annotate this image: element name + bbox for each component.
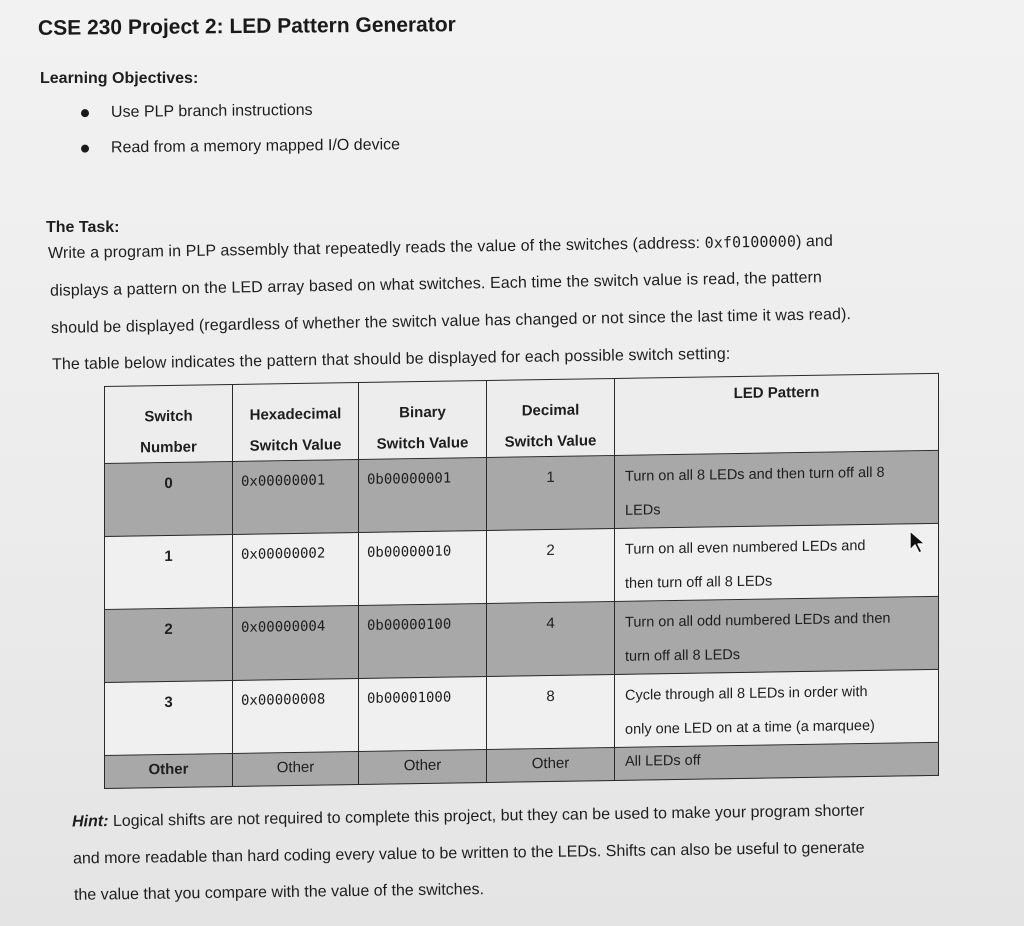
led-pattern-table bbox=[104, 373, 938, 789]
binary-value-cell: Other bbox=[403, 756, 442, 775]
header-led-pattern: LED Pattern bbox=[615, 373, 939, 455]
hint-label: Hint: bbox=[71, 813, 109, 831]
hint-line-3: the value that you compare with the value of the switches. bbox=[73, 881, 485, 904]
decimal-value-cell: 4 bbox=[546, 614, 555, 633]
hex-value-cell: 0x00000002 bbox=[241, 545, 326, 563]
hint-text: Logical shifts are not required to complete this project, but they can be used to make your program shorter bbox=[108, 802, 865, 831]
header-switch-number: Switch Number bbox=[105, 384, 233, 463]
decimal-value-cell: 1 bbox=[546, 468, 555, 487]
task-line-3: should be displayed (regardless of whether the switch value has changed or not since the last time it was read). bbox=[50, 306, 852, 337]
table-row bbox=[105, 596, 939, 682]
bullet-icon bbox=[81, 145, 89, 153]
switch-address: 0xf0100000 bbox=[704, 232, 797, 252]
task-text: ) and bbox=[795, 232, 834, 251]
objective-item bbox=[81, 102, 313, 122]
binary-value-cell: 0b00000001 bbox=[367, 470, 452, 488]
header-hex-value: Hexadecimal Switch Value bbox=[233, 383, 359, 462]
switch-number-cell: 2 bbox=[164, 620, 173, 639]
decimal-value-cell: 2 bbox=[546, 541, 555, 560]
task-line-4: The table below indicates the pattern that should be displayed for each possible switch setting: bbox=[51, 345, 731, 374]
hint-line-2: and more readable than hard coding every value to be written to the LEDs. Shifts can also be useful to generate bbox=[72, 839, 865, 868]
header-binary-value: Binary Switch Value bbox=[359, 380, 487, 459]
task-heading: The Task: bbox=[46, 219, 120, 236]
page-title: CSE 230 Project 2: LED Pattern Generator bbox=[37, 13, 456, 40]
mouse-pointer-icon bbox=[907, 529, 929, 555]
led-pattern-cell: All LEDs off bbox=[625, 752, 701, 770]
task-line-2: displays a pattern on the LED array based on what switches. Each time the switch value is read, the pattern bbox=[49, 269, 823, 300]
hex-value-cell: 0x00000008 bbox=[241, 691, 326, 709]
switch-number-cell: 0 bbox=[164, 474, 173, 493]
binary-value-cell: 0b00001000 bbox=[367, 689, 452, 707]
task-text: Write a program in PLP assembly that repeatedly reads the value of the switches (address: bbox=[47, 234, 705, 263]
objectives-heading: Learning Objectives: bbox=[40, 70, 199, 87]
objective-text: Read from a memory mapped I/O device bbox=[110, 136, 401, 157]
objective-text: Use PLP branch instructions bbox=[110, 101, 313, 121]
switch-number-cell: 1 bbox=[164, 547, 173, 566]
binary-value-cell: 0b00000010 bbox=[367, 543, 452, 561]
header-decimal-value: Decimal Switch Value bbox=[487, 378, 615, 457]
table-row bbox=[105, 523, 939, 609]
hex-value-cell: 0x00000001 bbox=[241, 472, 326, 490]
led-pattern-cell: Cycle through all 8 LEDs in order with only one LED on at a time (a marquee) bbox=[625, 684, 875, 738]
led-pattern-cell: Turn on all even numbered LEDs and then turn off all 8 LEDs bbox=[625, 538, 866, 592]
switch-number-cell: Other bbox=[148, 760, 189, 779]
bullet-icon bbox=[81, 109, 89, 117]
binary-value-cell: 0b00000100 bbox=[367, 616, 452, 634]
table-header-row bbox=[105, 373, 939, 463]
table-row bbox=[105, 450, 939, 536]
decimal-value-cell: 8 bbox=[546, 687, 555, 706]
table-row bbox=[105, 669, 939, 755]
hex-value-cell: Other bbox=[276, 758, 315, 777]
hex-value-cell: 0x00000004 bbox=[241, 618, 326, 636]
objective-item bbox=[81, 136, 400, 157]
task-line-1 bbox=[48, 232, 833, 263]
led-pattern-cell: Turn on all 8 LEDs and then turn off all 8 LEDs bbox=[625, 464, 885, 519]
switch-number-cell: 3 bbox=[164, 693, 173, 712]
led-pattern-cell: Turn on all odd numbered LEDs and then turn off all 8 LEDs bbox=[625, 610, 891, 665]
hint-line-1 bbox=[72, 802, 865, 831]
decimal-value-cell: Other bbox=[531, 754, 570, 773]
